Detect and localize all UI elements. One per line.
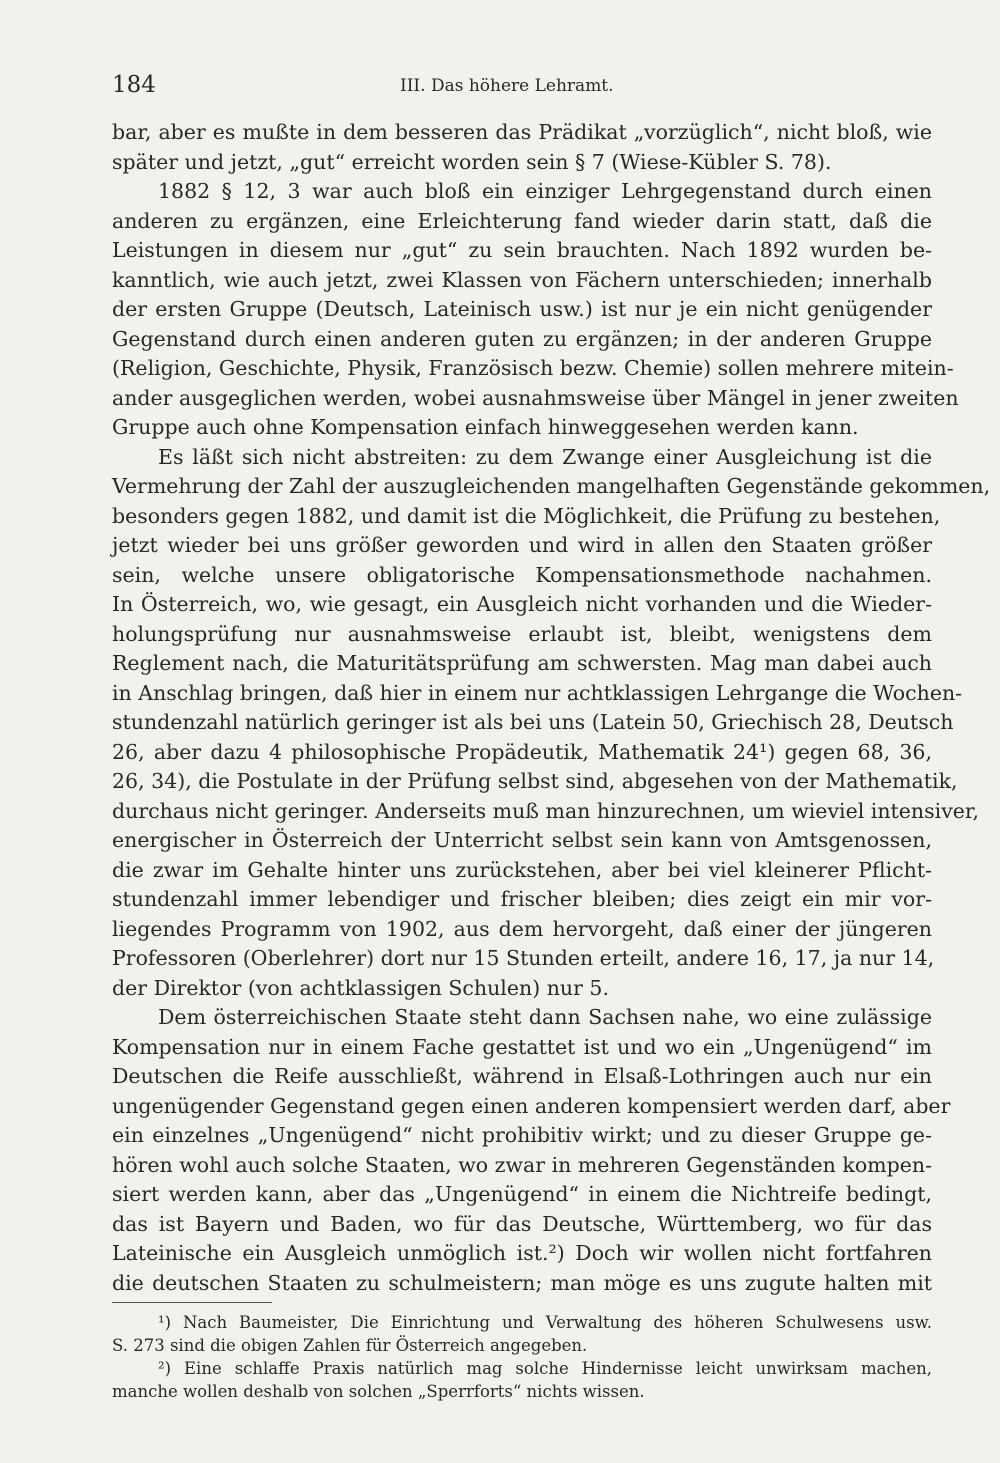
text-line: durchaus nicht geringer. Anderseits muß man hinzurechnen, um wieviel intensiver, xyxy=(112,798,979,823)
text-line: holungsprüfung nur ausnahmsweise erlaubt ist, bleibt, wenigstens dem xyxy=(112,621,932,646)
text-line: Gruppe auch ohne Kompensation einfach hinweggesehen werden kann. xyxy=(112,415,859,439)
text-line: liegendes Programm von 1902, aus dem hervorgeht, daß einer der jüngeren xyxy=(112,916,932,941)
footnote-line: S. 273 sind die obigen Zahlen für Österreich angegeben. xyxy=(112,1335,588,1355)
text-line: bar, aber es mußte in dem besseren das Prädikat „vorzüglich“, nicht bloß, wie xyxy=(112,120,932,144)
text-line: siert werden kann, aber das „Ungenügend“ in einem die Nichtreife bedingt, xyxy=(112,1182,932,1206)
text-line: Lateinische ein Ausgleich unmöglich ist.²) Doch wir wollen nicht fortfahren xyxy=(112,1241,932,1265)
footnote-line: ²) Eine schlaffe Praxis natürlich mag solche Hindernisse leicht unwirksam machen, xyxy=(158,1359,932,1378)
text-line: Deutschen die Reife ausschließt, während in Elsaß-Lothringen auch nur ein xyxy=(112,1064,932,1088)
text-line: die zwar im Gehalte hinter uns zurückstehen, aber bei viel kleinerer Pflicht- xyxy=(112,857,932,882)
text-line: 26, aber dazu 4 philosophische Propädeutik, Mathematik 24¹) gegen 68, 36, xyxy=(112,739,932,764)
footnote xyxy=(112,1312,932,1357)
page-number: 184 xyxy=(112,72,156,98)
running-head: III. Das höhere Lehramt. xyxy=(400,76,614,96)
footnote xyxy=(112,1358,932,1403)
text-line: das ist Bayern und Baden, wo für das Deutsche, Württemberg, wo für das xyxy=(112,1211,932,1236)
footnote-line: manche wollen deshalb von solchen „Sperrforts“ nichts wissen. xyxy=(112,1381,645,1401)
text-line: Leistungen in diesem nur „gut“ zu sein brauchten. Nach 1892 wurden be- xyxy=(112,238,932,262)
footnote-divider xyxy=(112,1302,272,1303)
text-line: die deutschen Staaten zu schulmeistern; man möge es uns zugute halten mit xyxy=(112,1270,932,1295)
text-line: Dem österreichischen Staate steht dann Sachsen nahe, wo eine zulässige xyxy=(158,1005,932,1029)
text-line: Professoren (Oberlehrer) dort nur 15 Stunden erteilt, andere 16, 17, ja nur 14, xyxy=(112,946,935,970)
text-line: später und jetzt, „gut“ erreicht worden sein § 7 (Wiese-Kübler S. 78). xyxy=(112,149,832,174)
text-line: hören wohl auch solche Staaten, wo zwar in mehreren Gegenständen kompen- xyxy=(112,1152,932,1177)
text-line: Reglement nach, die Maturitätsprüfung am schwersten. Mag man dabei auch xyxy=(112,651,932,675)
body-text xyxy=(112,118,991,1298)
text-line: besonders gegen 1882, und damit ist die Möglichkeit, die Prüfung zu bestehen, xyxy=(112,503,941,528)
text-line: 1882 § 12, 3 war auch bloß ein einziger Lehrgegenstand durch einen xyxy=(158,179,932,203)
text-line: Es läßt sich nicht abstreiten: zu dem Zwange einer Ausgleichung ist die xyxy=(158,444,932,469)
text-line: Kompensation nur in einem Fache gestattet ist und wo ein „Ungenügend“ im xyxy=(112,1034,932,1059)
text-line: ander ausgeglichen werden, wobei ausnahmsweise über Mängel in jener zweiten xyxy=(112,385,959,410)
text-line: stundenzahl natürlich geringer ist als bei uns (Latein 50, Griechisch 28, Deutsch xyxy=(112,710,954,734)
text-line: kanntlich, wie auch jetzt, zwei Klassen von Fächern unterschieden; innerhalb xyxy=(112,267,932,292)
text-line: In Österreich, wo, wie gesagt, ein Ausgleich nicht vorhanden und die Wieder- xyxy=(112,592,932,616)
text-line: anderen zu ergänzen, eine Erleichterung fand wieder darin statt, daß die xyxy=(112,208,932,233)
text-line: ein einzelnes „Ungenügend“ nicht prohibitiv wirkt; und zu dieser Gruppe ge- xyxy=(112,1123,932,1147)
text-line: der ersten Gruppe (Deutsch, Lateinisch usw.) ist nur je ein nicht genügender xyxy=(112,297,932,321)
text-line: der Direktor (von achtklassigen Schulen) nur 5. xyxy=(112,975,609,1000)
text-line: energischer in Österreich der Unterricht selbst sein kann von Amtsgenossen, xyxy=(112,828,932,852)
text-line: 26, 34), die Postulate in der Prüfung selbst sind, abgesehen von der Mathematik, xyxy=(112,769,958,793)
text-line: Vermehrung der Zahl der auszugleichenden mangelhaften Gegenstände gekommen, xyxy=(112,474,991,498)
text-line: stundenzahl immer lebendiger und frischer bleiben; dies zeigt ein mir vor- xyxy=(112,887,932,911)
page-header xyxy=(112,72,930,106)
text-line: ungenügender Gegenstand gegen einen anderen kompensiert werden darf, aber xyxy=(112,1093,951,1118)
footnotes xyxy=(112,1312,932,1404)
text-line: Gegenstand durch einen anderen guten zu ergänzen; in der anderen Gruppe xyxy=(112,326,932,351)
text-line: in Anschlag bringen, daß hier in einem nur achtklassigen Lehrgange die Wochen- xyxy=(112,680,963,705)
text-line: (Religion, Geschichte, Physik, Französisch bezw. Chemie) sollen mehrere mitein- xyxy=(112,356,954,380)
text-line: sein, welche unsere obligatorische Kompensationsmethode nachahmen. xyxy=(112,562,932,587)
footnote-line: ¹) Nach Baumeister, Die Einrichtung und Verwaltung des höheren Schulwesens usw. xyxy=(158,1313,932,1332)
text-line: jetzt wieder bei uns größer geworden und wird in allen den Staaten größer xyxy=(112,533,932,557)
